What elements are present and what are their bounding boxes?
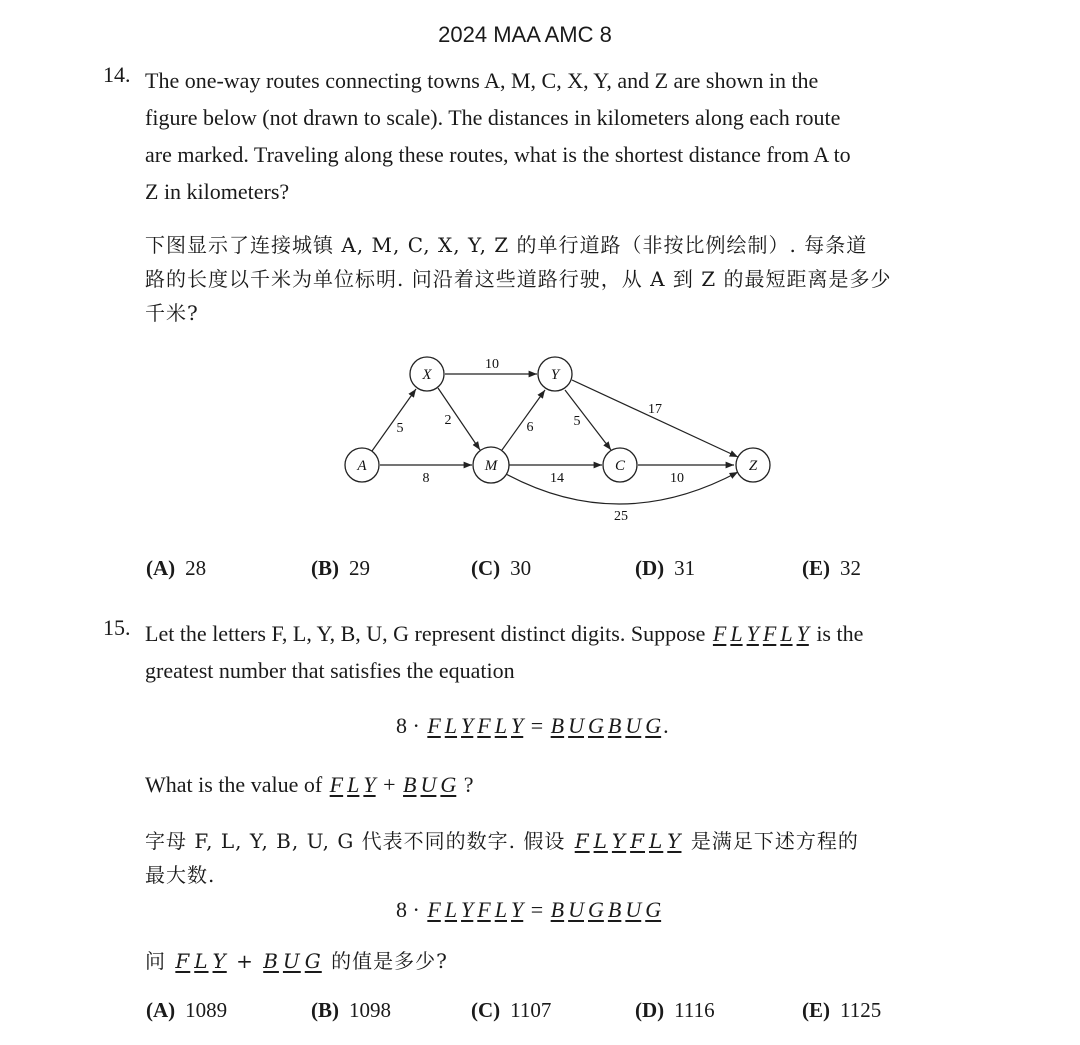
node-label-y: Y — [550, 367, 560, 383]
problem-number: 14. — [103, 62, 131, 87]
question-en: What is the value of F L Y + B U G ? — [145, 772, 474, 797]
text-line: 下图显示了连接城镇 A, M, C, X, Y, Z 的单行道路（非按比例绘制）. 每条道 — [145, 233, 868, 257]
edge-y-z — [572, 380, 738, 457]
flyfly-number: F L Y F L Y — [712, 621, 809, 646]
text-line: Z in kilometers? — [145, 179, 290, 204]
choice-d[interactable]: (D) 31 — [635, 556, 696, 580]
problem-text-zh-15 — [145, 824, 1015, 892]
edge-label-m-z: 25 — [614, 509, 628, 524]
text-line: are marked. Traveling along these routes, what is the shortest distance from A to — [145, 142, 851, 167]
text-line: 路的长度以千米为单位标明. 问沿着这些道路行驶，从 A 到 Z 的最短距离是多少 — [145, 267, 892, 291]
choice-a[interactable]: (A) 1089 — [146, 998, 228, 1022]
choice-b[interactable]: (B) 29 — [311, 556, 370, 580]
edge-label-x-y: 10 — [485, 357, 499, 372]
text-line: greatest number that satisfies the equation — [145, 658, 515, 683]
edge-label-m-c: 14 — [550, 471, 564, 486]
node-label-z: Z — [748, 458, 758, 474]
page-header: 2024 MAA AMC 8 — [438, 22, 612, 47]
text-line: 千米? — [145, 301, 199, 325]
edge-label-x-m: 2 — [444, 413, 452, 428]
choice-c[interactable]: (C) 1107 — [471, 998, 552, 1022]
text-line: Let the letters F, L, Y, B, U, G represent distinct digits. Suppose F L Y F L Y is the — [145, 621, 864, 646]
edge-label-y-z: 17 — [648, 402, 662, 417]
text-line: The one-way routes connecting towns A, M, C, X, Y, and Z are shown in the — [145, 68, 819, 93]
choice-e[interactable]: (E) 1125 — [802, 998, 882, 1022]
choice-a[interactable]: (A) 28 — [146, 556, 207, 580]
edge-m-y — [502, 390, 545, 450]
edge-label-y-c: 5 — [573, 414, 581, 429]
choice-d[interactable]: (D) 1116 — [635, 998, 715, 1022]
edge-label-m-y: 6 — [526, 420, 534, 435]
edge-label-a-x: 5 — [396, 421, 404, 436]
problem-number: 15. — [103, 615, 131, 640]
node-label-x: X — [422, 367, 432, 383]
edge-label-a-m: 8 — [422, 471, 430, 486]
choice-c[interactable]: (C) 30 — [471, 556, 532, 580]
question-zh: 问 F L Y + B U G 的值是多少? — [145, 949, 448, 973]
choice-e[interactable]: (E) 32 — [802, 556, 861, 580]
node-label-c: C — [614, 458, 626, 474]
choice-b[interactable]: (B) 1098 — [311, 998, 391, 1022]
equation-en: 8 · F L Y F L Y = B U G B U G. — [396, 713, 669, 738]
problem-15 — [103, 615, 973, 689]
edge-a-x — [372, 389, 416, 451]
node-label-a: A — [357, 458, 367, 474]
edge-y-c — [565, 390, 611, 450]
node-label-m: M — [484, 458, 498, 474]
text-line: 最大数. — [145, 863, 216, 887]
problem-text-en — [145, 615, 973, 689]
text-line: figure below (not drawn to scale). The distances in kilometers along each route — [145, 105, 841, 130]
text-line: 字母 F, L, Y, B, U, G 代表不同的数字. 假设 F L Y F L Y 是满足下述方程的 — [145, 829, 859, 853]
equation-zh: 8 · F L Y F L Y = B U G B U G — [396, 897, 662, 922]
edge-label-c-z: 10 — [670, 471, 684, 486]
